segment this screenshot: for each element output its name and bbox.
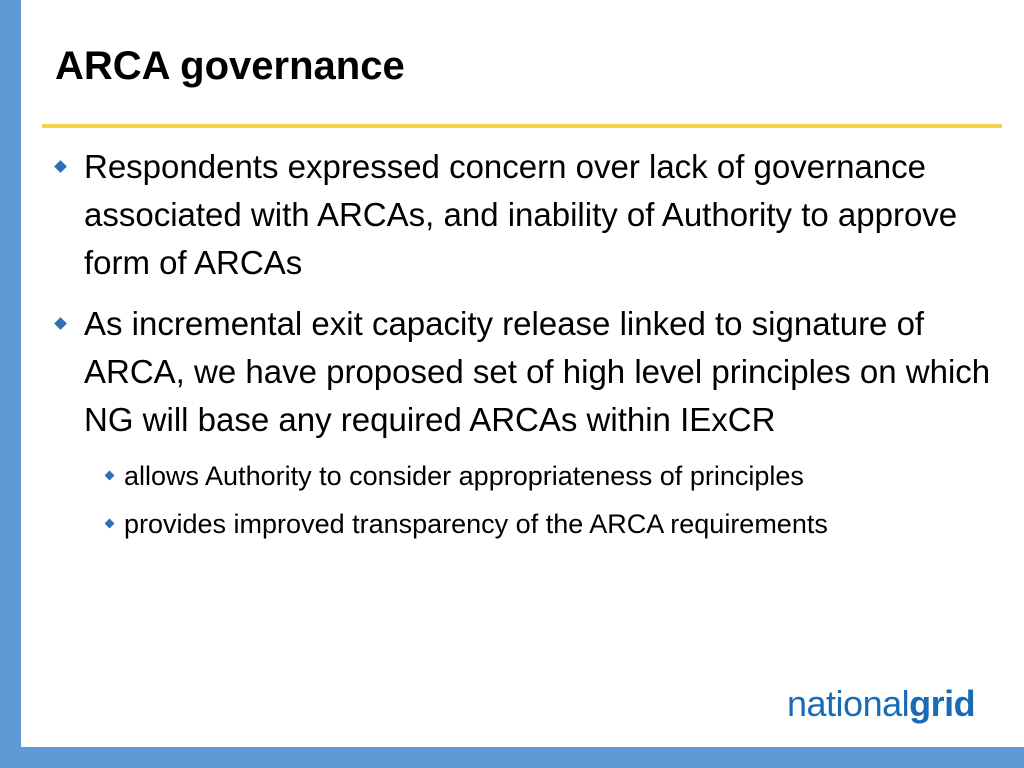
- slide-body: [55, 143, 995, 553]
- logo-text-grid: grid: [909, 683, 976, 724]
- bottom-accent-bar: [0, 747, 1024, 768]
- left-accent-bar: [0, 0, 21, 768]
- diamond-bullet-icon: [105, 519, 115, 529]
- bullet-text: Respondents expressed concern over lack of governance associated with ARCAs, and inability of Authority to approve form of ARCAs: [84, 148, 958, 281]
- sub-bullet-text: allows Authority to consider appropriateness of principles: [124, 461, 804, 491]
- sub-bullet-item: [105, 505, 995, 543]
- logo-text-national: national: [787, 683, 910, 724]
- bullet-text: As incremental exit capacity release linked to signature of ARCA, we have proposed set of high level principles on which NG will base any required ARCAs within IExCR: [84, 305, 991, 438]
- bullet-item: [55, 300, 995, 444]
- bullet-item: [55, 143, 995, 287]
- diamond-bullet-icon: [105, 471, 115, 481]
- diamond-bullet-icon: [54, 317, 67, 330]
- title-divider: [42, 124, 1002, 128]
- slide-title: ARCA governance: [55, 44, 405, 88]
- sub-bullet-item: [105, 457, 995, 495]
- nationalgrid-logo: [787, 682, 975, 726]
- sub-bullet-text: provides improved transparency of the ARCA requirements: [124, 509, 828, 539]
- diamond-bullet-icon: [54, 160, 67, 173]
